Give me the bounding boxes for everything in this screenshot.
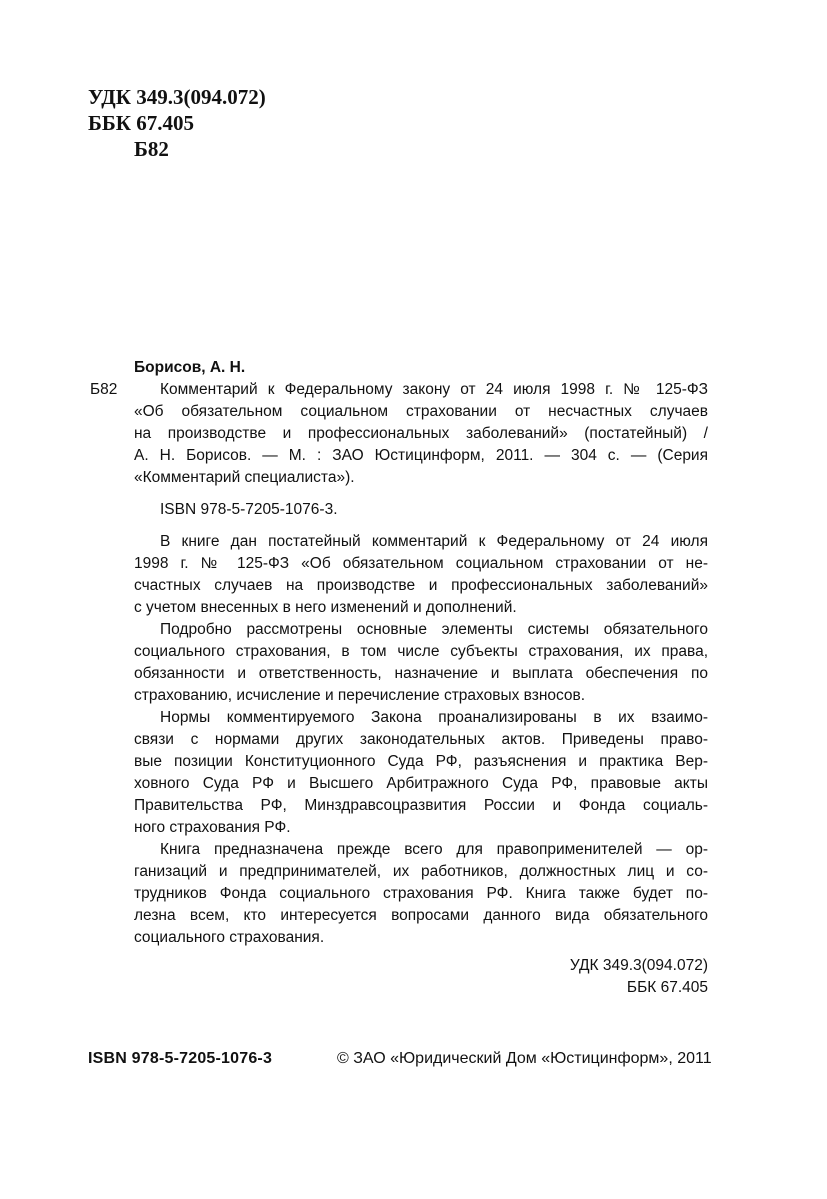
abstract-line: связи с нормами других законодательных актов. Приведены право- (134, 731, 708, 748)
abstract-line: 1998 г. № 125-ФЗ «Об обязательном социальном страховании от не- (134, 555, 708, 572)
footer-isbn: ISBN 978-5-7205-1076-3 (88, 1050, 273, 1067)
abstract-line: страхованию, исчисление и перечисление страховых взносов. (134, 687, 586, 704)
author-mark-header: Б82 (134, 137, 169, 161)
udk-code-header: УДК 349.3(094.072) (88, 85, 266, 109)
abstract-line: с учетом внесенных в него изменений и дополнений. (134, 599, 517, 616)
abstract-line: В книге дан постатейный комментарий к Федеральному от 24 июля (160, 533, 708, 550)
abstract-line: социального страхования, в том числе субъекты страхования, их права, (134, 643, 708, 660)
abstract-line: ганизаций и предпринимателей, их работников, должностных лиц и со- (134, 863, 708, 880)
abstract-line: трудников Фонда социального страхования РФ. Книга также будет по- (134, 885, 708, 902)
bibliography-author: Борисов, А. Н. (134, 359, 246, 376)
bibliography-line: «Комментарий специалиста»). (134, 469, 355, 486)
abstract-line: Нормы комментируемого Закона проанализированы в их взаимо- (160, 709, 708, 726)
bibliography-author-mark: Б82 (90, 381, 118, 398)
udk-code-index: УДК 349.3(094.072) (569, 957, 708, 974)
abstract-line: Правительства РФ, Минздравсоцразвития России и Фонда социаль- (134, 797, 708, 814)
bibliography-line: Комментарий к Федеральному закону от 24 июля 1998 г. № 125-ФЗ (160, 381, 708, 398)
abstract-line: счастных случаев на производстве и профессиональных заболеваний» (134, 577, 708, 594)
bibliography-line: А. Н. Борисов. — М. : ЗАО Юстицинформ, 2011. — 304 с. — (Серия (134, 447, 708, 464)
abstract-line: Книга предназначена прежде всего для правоприменителей — ор- (160, 841, 708, 858)
abstract-line: обязанности и ответственность, назначение и выплата обеспечения по (134, 665, 708, 682)
abstract-line: вые позиции Конституционного Суда РФ, разъяснения и практика Вер- (134, 753, 708, 770)
bibliography-isbn: ISBN 978-5-7205-1076-3. (160, 501, 338, 518)
footer-copyright: © ЗАО «Юридический Дом «Юстицинформ», 2011 (337, 1050, 712, 1067)
abstract-line: Подробно рассмотрены основные элементы системы обязательного (160, 621, 708, 638)
abstract-line: ховного Суда РФ и Высшего Арбитражного Суда РФ, правовые акты (134, 775, 708, 792)
bbk-code-header: ББК 67.405 (88, 111, 194, 135)
abstract-line: ного страхования РФ. (134, 819, 291, 836)
bibliography-line: на производстве и профессиональных заболеваний» (постатейный) / (134, 425, 708, 442)
abstract-line: лезна всем, кто интересуется вопросами данного вида обязательного (134, 907, 708, 924)
abstract-line: социального страхования. (134, 929, 325, 946)
bibliography-line: «Об обязательном социальном страховании от несчастных случаев (134, 403, 708, 420)
bbk-code-index: ББК 67.405 (626, 979, 708, 996)
